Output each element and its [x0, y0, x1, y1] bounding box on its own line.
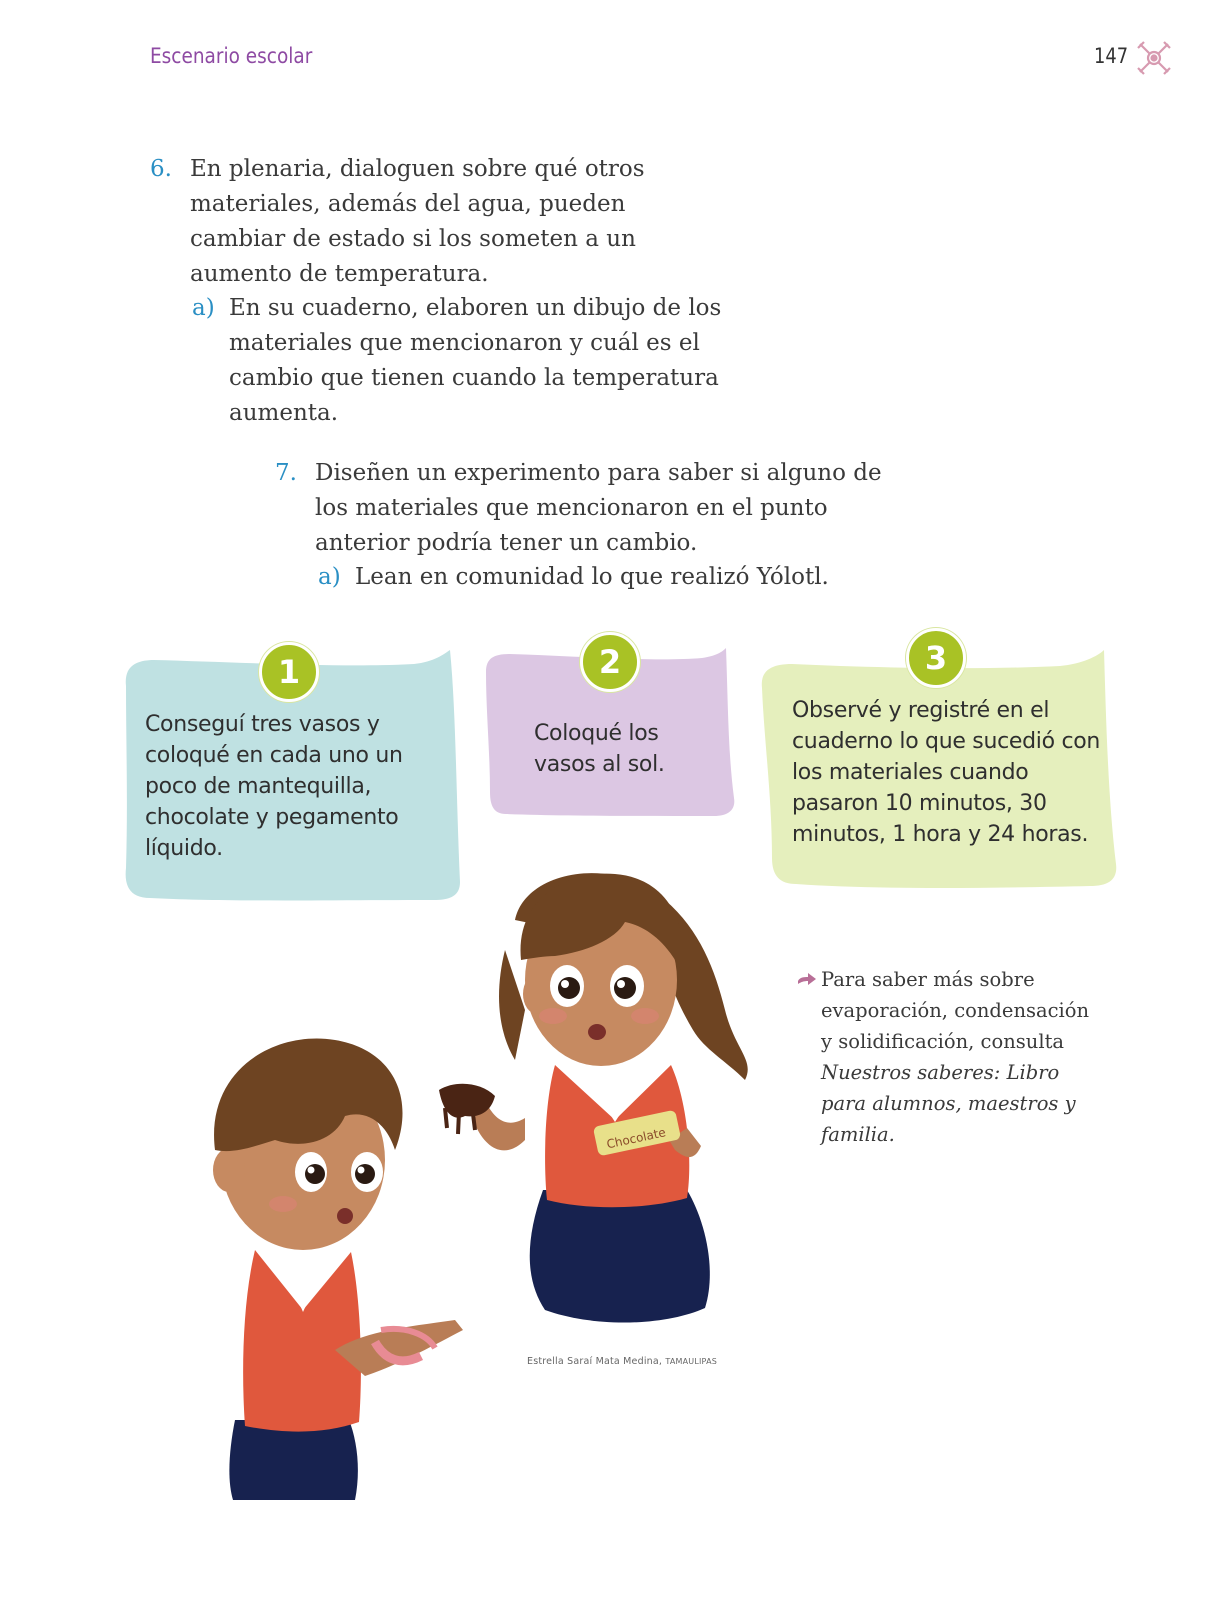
- activity-text: Diseñen un experimento para saber si alguno de los materiales que mencionaron en el punto anterior podría tener un cambio.: [315, 460, 882, 556]
- credit-place: TAMAULIPAS: [665, 1357, 718, 1366]
- activity-number: 7.: [275, 460, 297, 486]
- step-bubble-1: [114, 642, 464, 904]
- boy-with-glue-illustration: [185, 1030, 485, 1506]
- activity-6a: [192, 291, 752, 431]
- reference-title: Nuestros saberes: Libro para alumnos, maestros y familia.: [821, 1061, 1076, 1146]
- step-text: Coloqué los vasos al sol.: [534, 721, 665, 777]
- activity-7a: [318, 560, 918, 595]
- section-title: Escenario escolar: [150, 44, 313, 68]
- activity-text: En plenaria, dialoguen sobre qué otros materiales, además del agua, pueden cambiar de estado si los someten a un aumento de temperatura.: [190, 156, 645, 287]
- sub-item-text: Lean en comunidad lo que realizó Yólotl.: [355, 564, 829, 590]
- step-bubble-2: [484, 632, 738, 818]
- page-number: 147: [1094, 44, 1129, 68]
- step-text: Conseguí tres vasos y coloqué en cada uno un poco de mantequilla, chocolate y pegamento líquido.: [145, 712, 403, 861]
- step-number-badge: 1: [259, 642, 319, 702]
- activity-7: [275, 456, 915, 561]
- more-info-note: [797, 964, 1097, 1150]
- more-info-text: Para saber más sobre evaporación, condensación y solidificación, consulta Nuestros saberes: Libro para alumnos, maestros y familia.: [821, 964, 1097, 1150]
- sub-item-letter: a): [318, 564, 341, 590]
- sub-item-text: En su cuaderno, elaboren un dibujo de los materiales que mencionaron y cuál es el cambio que tienen cuando la temperatura aumenta.: [229, 295, 722, 426]
- activity-number: 6.: [150, 156, 172, 182]
- step-bubble-3: [760, 628, 1124, 892]
- activity-6: [150, 152, 710, 292]
- arrow-right-icon: [797, 972, 817, 986]
- cross-flower-icon: [1136, 40, 1172, 76]
- step-number-badge: 2: [580, 632, 640, 692]
- step-number-badge: 3: [906, 628, 966, 688]
- candy-label: Chocolate: [605, 1125, 667, 1152]
- illustration-credit: [527, 1356, 717, 1367]
- credit-name: Estrella Saraí Mata Medina,: [527, 1356, 663, 1367]
- sub-item-letter: a): [192, 295, 215, 321]
- step-text: Observé y registré en el cuaderno lo que sucedió con los materiales cuando pasaron 10 minutos, 30 minutos, 1 hora y 24 horas.: [792, 698, 1101, 847]
